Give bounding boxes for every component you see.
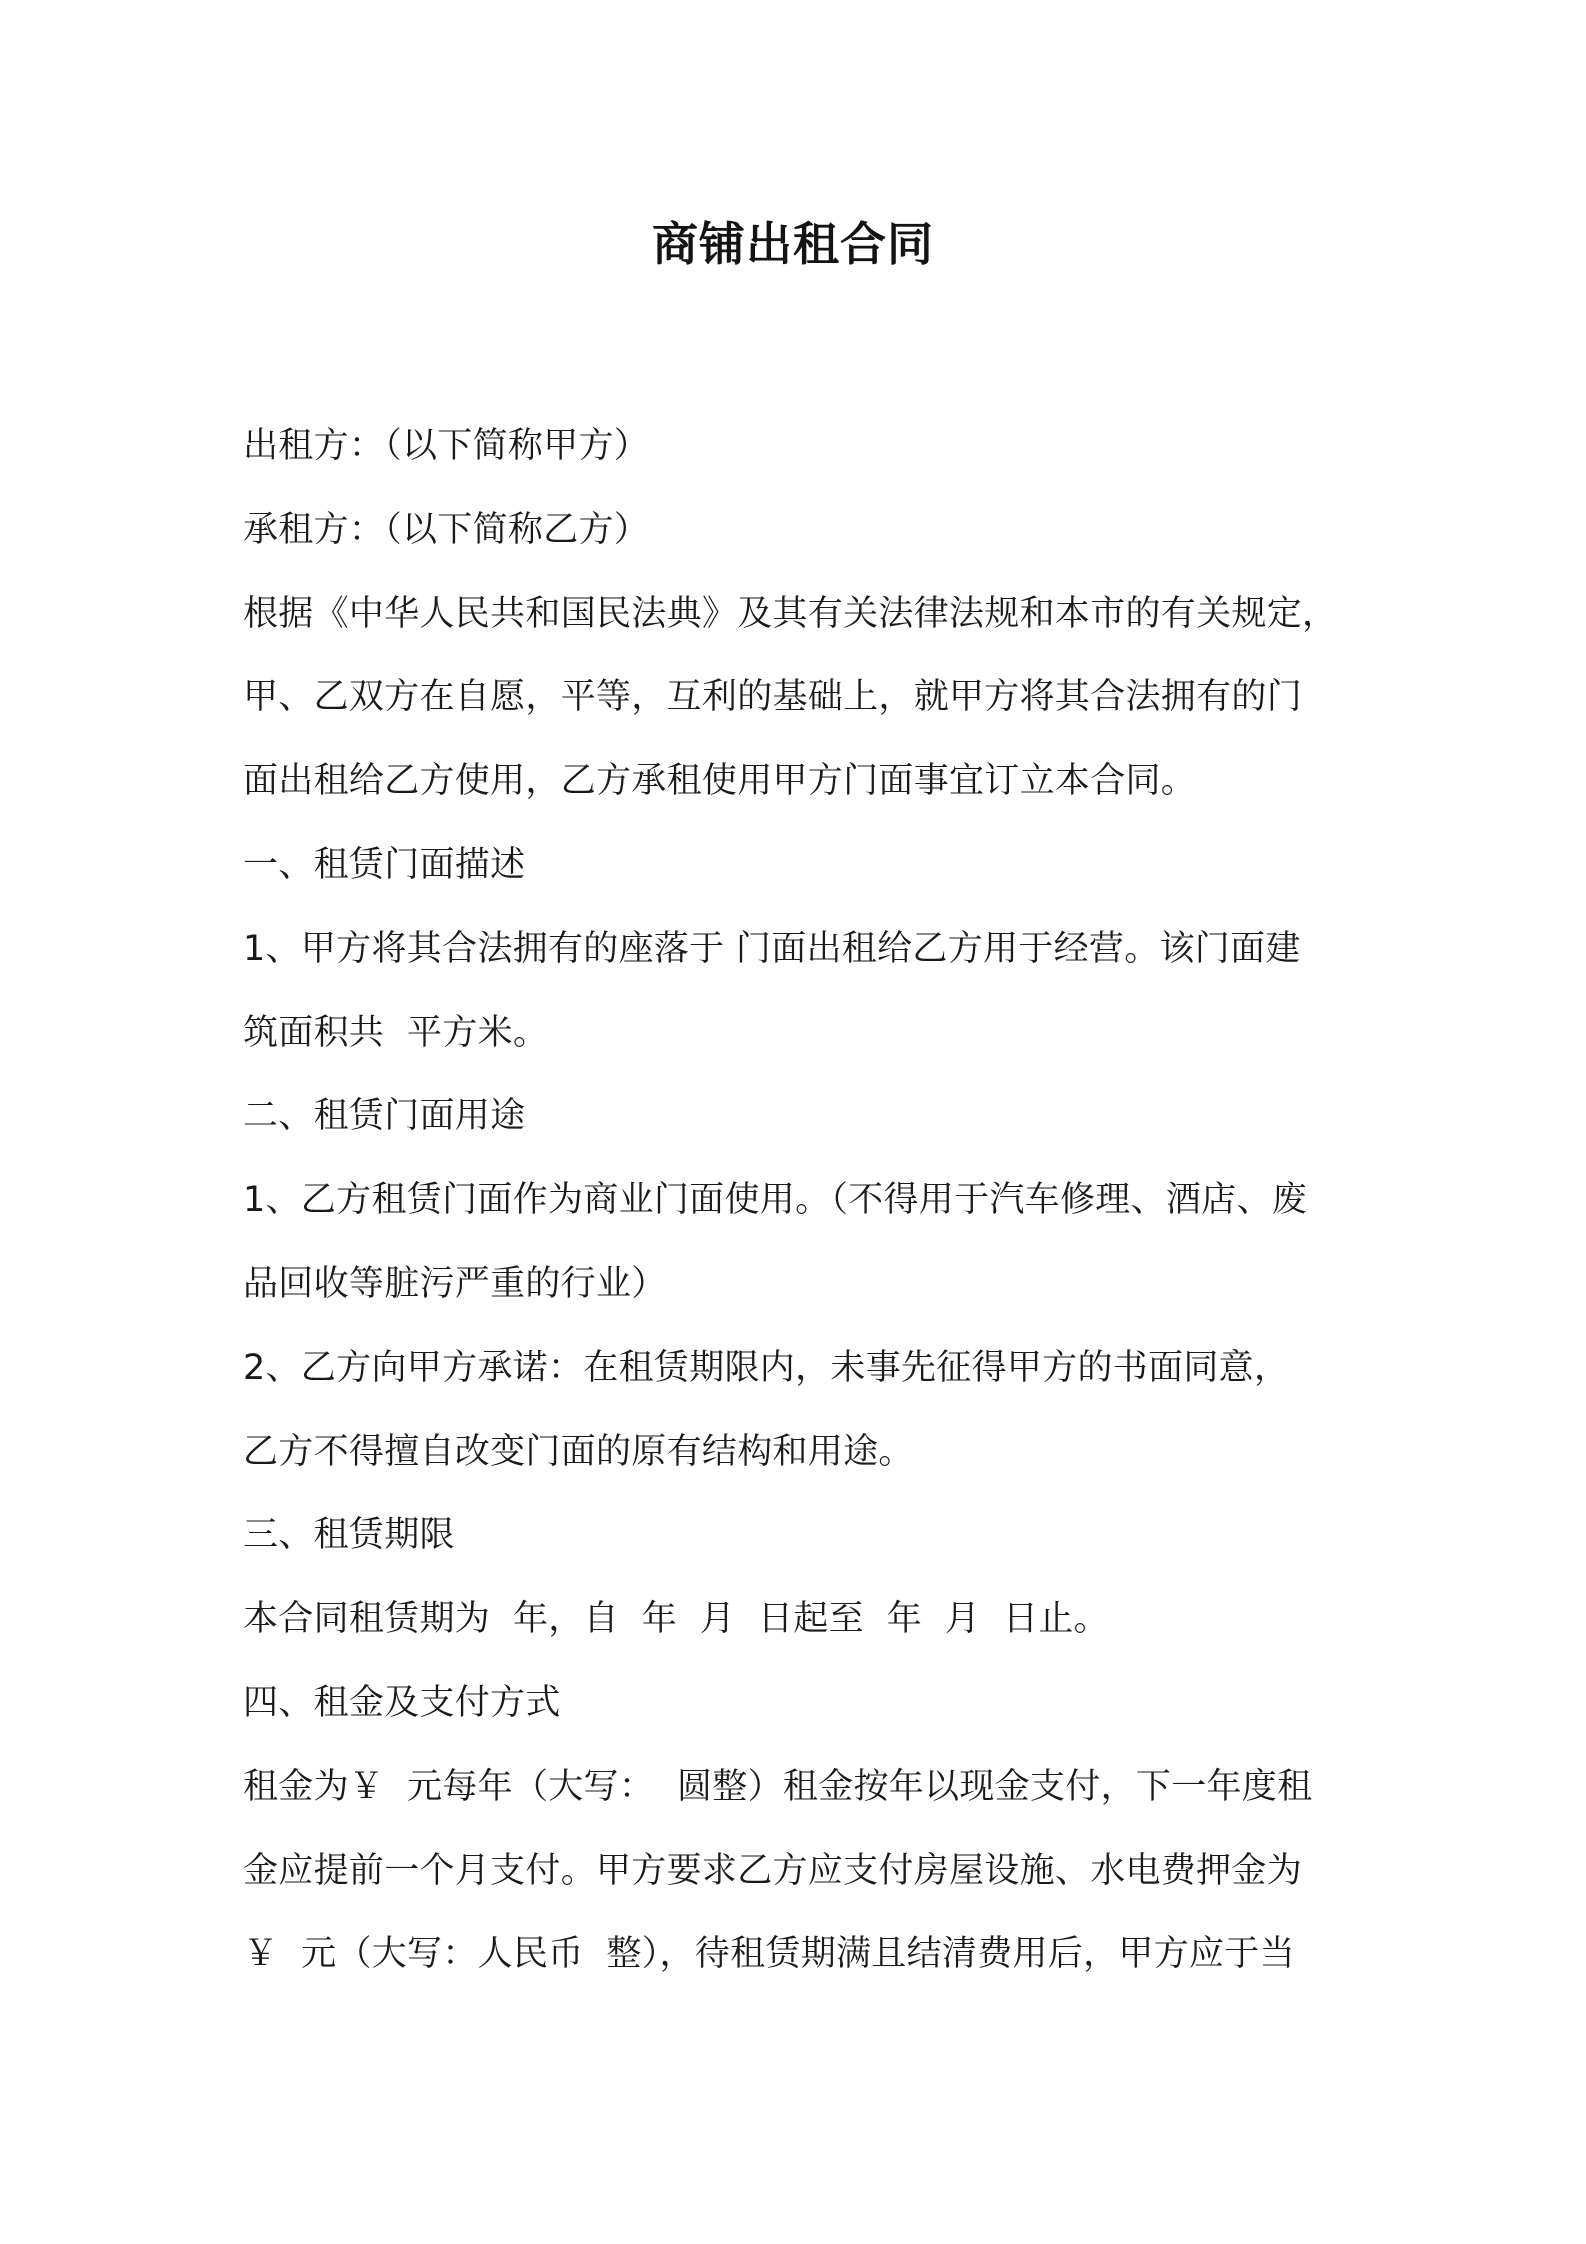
term-line: 本合同租赁期为 年，自 年 月 日起至 年 月 日止。 (243, 1599, 1109, 1640)
section-heading-1: 一、租赁门面描述 (243, 844, 526, 885)
preamble-line-1: 根据《中华人民共和国民法典》及其有关法律法规和本市的有关规定， (243, 593, 1338, 634)
clause-2-2-line-2: 乙方不得擅自改变门面的原有结构和用途。 (243, 1431, 914, 1472)
clause-1-1-line-2: 筑面积共 平方米。 (243, 1012, 549, 1053)
clause-2-1-line-1: 1、乙方租赁门面作为商业门面使用。（不得用于汽车修理、酒店、废 (243, 1180, 1308, 1221)
preamble-line-2: 甲、乙双方在自愿，平等，互利的基础上，就甲方将其合法拥有的门 (243, 677, 1303, 718)
party-a-line: 出租方：（以下简称甲方） (243, 426, 650, 466)
contract-body (243, 405, 1363, 1997)
rent-line-1: 租金为￥ 元每年（大写： 圆整）租金按年以现金支付，下一年度租 (243, 1766, 1313, 1807)
section-heading-2: 二、租赁门面用途 (243, 1096, 526, 1137)
rent-line-3: ￥ 元（大写：人民币 整），待租赁期满且结清费用后，甲方应于当 (243, 1934, 1295, 1975)
clause-2-1-line-2: 品回收等脏污严重的行业） (243, 1263, 667, 1304)
section-heading-3: 三、租赁期限 (243, 1515, 455, 1556)
page-title: 商铺出租合同 (652, 217, 934, 271)
section-heading-4: 四、租金及支付方式 (243, 1682, 561, 1723)
preamble-line-3: 面出租给乙方使用，乙方承租使用甲方门面事宜订立本合同。 (243, 761, 1197, 802)
rent-line-2: 金应提前一个月支付。甲方要求乙方应支付房屋设施、水电费押金为 (243, 1850, 1303, 1891)
party-b-line: 承租方：（以下简称乙方） (243, 509, 650, 550)
clause-2-2-line-1: 2、乙方向甲方承诺：在租赁期限内，未事先征得甲方的书面同意， (243, 1347, 1290, 1388)
clause-1-1-line-1: 1、甲方将其合法拥有的座落于 门面出租给乙方用于经营。该门面建 (243, 928, 1301, 969)
